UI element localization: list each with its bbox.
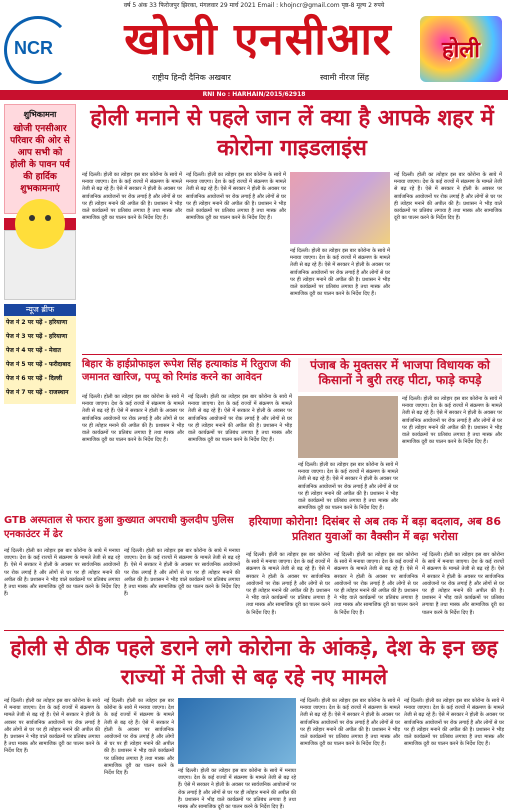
greeting-box: शुभिकामना खोजी एनसीआर परिवार की ओर से आप सभी को होली के पावन पर्व की हार्दिक शुभकामनाएं <box>4 104 76 214</box>
lead-body-col: नई दिल्ली। होली का त्योहार इस बार कोरोना के साये में मनाया जाएगा। देश के कई राज्यों में संक्रमण के मामले तेजी से बढ़ रहे हैं। ऐसे में सरकार ने होली के अवसर पर सार्वजनिक आयोजनों पर रोक लगाई है और लोगों से घर पर ही त्योहार मनाने की अपील की है। प्रशासन ने भीड़ वाले कार्यक्रमों पर प्रतिबंध लगाया है तथा मास्क और सामाजिक दूरी का पालन करने के निर्देश दिए हैं। <box>394 172 502 222</box>
haryana-headline[interactable]: हरियाणा कोरोना! दिसंबर से अब तक में बड़ा बदलाव, अब 86 प्रतिशत युवाओं का वैक्सीन में बढ़ा भरोसा <box>248 515 502 543</box>
bihar-body-col: नई दिल्ली। होली का त्योहार इस बार कोरोना के साये में मनाया जाएगा। देश के कई राज्यों में संक्रमण के मामले तेजी से बढ़ रहे हैं। ऐसे में सरकार ने होली के अवसर पर सार्वजनिक आयोजनों पर रोक लगाई है और लोगों से घर पर ही त्योहार मनाने की अपील की है। प्रशासन ने भीड़ वाले कार्यक्रमों पर प्रतिबंध लगाया है तथा मास्क और सामाजिक दूरी का पालन करने के निर्देश दिए हैं। <box>188 394 292 444</box>
newspaper-title: खोजी एनसीआर <box>124 14 392 65</box>
brief-item[interactable]: पेज नं 2 पर पढ़ें - हरियाणा <box>6 319 68 326</box>
holi-photo <box>290 172 390 244</box>
bottom-body-col: नई दिल्ली। होली का त्योहार इस बार कोरोना के साये में मनाया जाएगा। देश के कई राज्यों में संक्रमण के मामले तेजी से बढ़ रहे हैं। ऐसे में सरकार ने होली के अवसर पर सार्वजनिक आयोजनों पर रोक लगाई है और लोगों से घर पर ही त्योहार मनाने की अपील की है। प्रशासन ने भीड़ वाले कार्यक्रमों पर प्रतिबंध लगाया है तथा मास्क और सामाजिक दूरी का पालन करने के निर्देश दिए हैं। <box>104 698 174 777</box>
lead-body-col: नई दिल्ली। होली का त्योहार इस बार कोरोना के साये में मनाया जाएगा। देश के कई राज्यों में संक्रमण के मामले तेजी से बढ़ रहे हैं। ऐसे में सरकार ने होली के अवसर पर सार्वजनिक आयोजनों पर रोक लगाई है और लोगों से घर पर ही त्योहार मनाने की अपील की है। प्रशासन ने भीड़ वाले कार्यक्रमों पर प्रतिबंध लगाया है तथा मास्क और सामाजिक दूरी का पालन करने के निर्देश दिए हैं। <box>186 172 286 222</box>
smiley-icon <box>15 199 65 249</box>
bottom-headline[interactable]: होली से ठीक पहले डराने लगे कोरोना के आंकड़े, देश के इन छह राज्यों में तेजी से बढ़ रहे नए मामले <box>10 636 498 689</box>
tagline-left: राष्ट्रीय हिन्दी दैनिक अखबार <box>152 73 231 82</box>
lead-headline[interactable]: होली मनाने से पहले जान लें क्या है आपके शहर में कोरोना गाइडलाइंस <box>90 106 494 161</box>
brief-item[interactable]: पेज नं 4 पर पढ़ें - मेवात <box>6 347 61 354</box>
punjab-photo <box>298 396 398 458</box>
haryana-body-col: नई दिल्ली। होली का त्योहार इस बार कोरोना के साये में मनाया जाएगा। देश के कई राज्यों में संक्रमण के मामले तेजी से बढ़ रहे हैं। ऐसे में सरकार ने होली के अवसर पर सार्वजनिक आयोजनों पर रोक लगाई है और लोगों से घर पर ही त्योहार मनाने की अपील की है। प्रशासन ने भीड़ वाले कार्यक्रमों पर प्रतिबंध लगाया है तथा मास्क और सामाजिक दूरी का पालन करने के निर्देश दिए हैं। <box>422 552 504 616</box>
gtb-headline[interactable]: GTB अस्पताल से फरार हुआ कुख्यात अपराधी कुलदीप पुलिस एनकाउंटर में ढेर <box>4 515 234 540</box>
bottom-body-col: नई दिल्ली। होली का त्योहार इस बार कोरोना के साये में मनाया जाएगा। देश के कई राज्यों में संक्रमण के मामले तेजी से बढ़ रहे हैं। ऐसे में सरकार ने होली के अवसर पर सार्वजनिक आयोजनों पर रोक लगाई है और लोगों से घर पर ही त्योहार मनाने की अपील की है। प्रशासन ने भीड़ वाले कार्यक्रमों पर प्रतिबंध लगाया है तथा मास्क और सामाजिक दूरी का पालन करने के निर्देश दिए हैं। <box>300 698 400 748</box>
brief-item[interactable]: पेज नं 5 पर पढ़ें - फरीदाबाद <box>6 361 71 368</box>
masthead <box>0 12 508 90</box>
gtb-body-col: नई दिल्ली। होली का त्योहार इस बार कोरोना के साये में मनाया जाएगा। देश के कई राज्यों में संक्रमण के मामले तेजी से बढ़ रहे हैं। ऐसे में सरकार ने होली के अवसर पर सार्वजनिक आयोजनों पर रोक लगाई है और लोगों से घर पर ही त्योहार मनाने की अपील की है। प्रशासन ने भीड़ वाले कार्यक्रमों पर प्रतिबंध लगाया है तथा मास्क और सामाजिक दूरी का पालन करने के निर्देश दिए हैं। <box>124 548 240 598</box>
punjab-body-col: नई दिल्ली। होली का त्योहार इस बार कोरोना के साये में मनाया जाएगा। देश के कई राज्यों में संक्रमण के मामले तेजी से बढ़ रहे हैं। ऐसे में सरकार ने होली के अवसर पर सार्वजनिक आयोजनों पर रोक लगाई है और लोगों से घर पर ही त्योहार मनाने की अपील की है। प्रशासन ने भीड़ वाले कार्यक्रमों पर प्रतिबंध लगाया है तथा मास्क और सामाजिक दूरी का पालन करने के निर्देश दिए हैं। <box>298 462 398 512</box>
haryana-body-col: नई दिल्ली। होली का त्योहार इस बार कोरोना के साये में मनाया जाएगा। देश के कई राज्यों में संक्रमण के मामले तेजी से बढ़ रहे हैं। ऐसे में सरकार ने होली के अवसर पर सार्वजनिक आयोजनों पर रोक लगाई है और लोगों से घर पर ही त्योहार मनाने की अपील की है। प्रशासन ने भीड़ वाले कार्यक्रमों पर प्रतिबंध लगाया है तथा मास्क और सामाजिक दूरी का पालन करने के निर्देश दिए हैं। <box>334 552 418 616</box>
brief-item[interactable]: पेज नं 3 पर पढ़ें - हरियाणा <box>6 333 68 340</box>
bottom-body-col: नई दिल्ली। होली का त्योहार इस बार कोरोना के साये में मनाया जाएगा। देश के कई राज्यों में संक्रमण के मामले तेजी से बढ़ रहे हैं। ऐसे में सरकार ने होली के अवसर पर सार्वजनिक आयोजनों पर रोक लगाई है और लोगों से घर पर ही त्योहार मनाने की अपील की है। प्रशासन ने भीड़ वाले कार्यक्रमों पर प्रतिबंध लगाया है तथा मास्क और सामाजिक दूरी का पालन करने के निर्देश दिए हैं। <box>4 698 100 755</box>
brief-item[interactable]: पेज नं 6 पर पढ़ें - दिल्ली <box>6 375 63 382</box>
punjab-body-col: नई दिल्ली। होली का त्योहार इस बार कोरोना के साये में मनाया जाएगा। देश के कई राज्यों में संक्रमण के मामले तेजी से बढ़ रहे हैं। ऐसे में सरकार ने होली के अवसर पर सार्वजनिक आयोजनों पर रोक लगाई है और लोगों से घर पर ही त्योहार मनाने की अपील की है। प्रशासन ने भीड़ वाले कार्यक्रमों पर प्रतिबंध लगाया है तथा मास्क और सामाजिक दूरी का पालन करने के निर्देश दिए हैं। <box>402 396 502 446</box>
tagline-right: स्वामी नीरज सिंह <box>320 73 370 82</box>
bihar-body-col: नई दिल्ली। होली का त्योहार इस बार कोरोना के साये में मनाया जाएगा। देश के कई राज्यों में संक्रमण के मामले तेजी से बढ़ रहे हैं। ऐसे में सरकार ने होली के अवसर पर सार्वजनिक आयोजनों पर रोक लगाई है और लोगों से घर पर ही त्योहार मनाने की अपील की है। प्रशासन ने भीड़ वाले कार्यक्रमों पर प्रतिबंध लगाया है तथा मास्क और सामाजिक दूरी का पालन करने के निर्देश दिए हैं। <box>82 394 184 444</box>
punjab-headline[interactable]: पंजाब के मुक्तसर में भाजपा विधायक को किसानों ने बुरी तरह पीटा, फाड़े कपड़े <box>298 358 502 392</box>
bottom-body-col: नई दिल्ली। होली का त्योहार इस बार कोरोना के साये में मनाया जाएगा। देश के कई राज्यों में संक्रमण के मामले तेजी से बढ़ रहे हैं। ऐसे में सरकार ने होली के अवसर पर सार्वजनिक आयोजनों पर रोक लगाई है और लोगों से घर पर ही त्योहार मनाने की अपील की है। प्रशासन ने भीड़ वाले कार्यक्रमों पर प्रतिबंध लगाया है तथा मास्क और सामाजिक दूरी का पालन करने के निर्देश दिए हैं। <box>404 698 504 748</box>
covid-photo <box>178 698 296 764</box>
bottom-body-col: नई दिल्ली। होली का त्योहार इस बार कोरोना के साये में मनाया जाएगा। देश के कई राज्यों में संक्रमण के मामले तेजी से बढ़ रहे हैं। ऐसे में सरकार ने होली के अवसर पर सार्वजनिक आयोजनों पर रोक लगाई है और लोगों से घर पर ही त्योहार मनाने की अपील की है। प्रशासन ने भीड़ वाले कार्यक्रमों पर प्रतिबंध लगाया है तथा मास्क और सामाजिक दूरी का पालन करने के निर्देश दिए हैं। <box>178 768 296 811</box>
lead-body-col: नई दिल्ली। होली का त्योहार इस बार कोरोना के साये में मनाया जाएगा। देश के कई राज्यों में संक्रमण के मामले तेजी से बढ़ रहे हैं। ऐसे में सरकार ने होली के अवसर पर सार्वजनिक आयोजनों पर रोक लगाई है और लोगों से घर पर ही त्योहार मनाने की अपील की है। प्रशासन ने भीड़ वाले कार्यक्रमों पर प्रतिबंध लगाया है तथा मास्क और सामाजिक दूरी का पालन करने के निर्देश दिए हैं। <box>290 248 390 298</box>
ncr-logo: NCR <box>4 16 74 86</box>
lead-body-col: नई दिल्ली। होली का त्योहार इस बार कोरोना के साये में मनाया जाएगा। देश के कई राज्यों में संक्रमण के मामले तेजी से बढ़ रहे हैं। ऐसे में सरकार ने होली के अवसर पर सार्वजनिक आयोजनों पर रोक लगाई है और लोगों से घर पर ही त्योहार मनाने की अपील की है। प्रशासन ने भीड़ वाले कार्यक्रमों पर प्रतिबंध लगाया है तथा मास्क और सामाजिक दूरी का पालन करने के निर्देश दिए हैं। <box>82 172 182 222</box>
news-brief-list <box>4 316 76 404</box>
haryana-body-col: नई दिल्ली। होली का त्योहार इस बार कोरोना के साये में मनाया जाएगा। देश के कई राज्यों में संक्रमण के मामले तेजी से बढ़ रहे हैं। ऐसे में सरकार ने होली के अवसर पर सार्वजनिक आयोजनों पर रोक लगाई है और लोगों से घर पर ही त्योहार मनाने की अपील की है। प्रशासन ने भीड़ वाले कार्यक्रमों पर प्रतिबंध लगाया है तथा मास्क और सामाजिक दूरी का पालन करने के निर्देश दिए हैं। <box>246 552 330 616</box>
gtb-body-col: नई दिल्ली। होली का त्योहार इस बार कोरोना के साये में मनाया जाएगा। देश के कई राज्यों में संक्रमण के मामले तेजी से बढ़ रहे हैं। ऐसे में सरकार ने होली के अवसर पर सार्वजनिक आयोजनों पर रोक लगाई है और लोगों से घर पर ही त्योहार मनाने की अपील की है। प्रशासन ने भीड़ वाले कार्यक्रमों पर प्रतिबंध लगाया है तथा मास्क और सामाजिक दूरी का पालन करने के निर्देश दिए हैं। <box>4 548 120 598</box>
holi-badge-image: होली <box>420 16 502 82</box>
bihar-headline[interactable]: बिहार के हाईप्रोफाइल रूपेश सिंह हत्याकांड में रितुराज की जमानत खारिज, पप्पू को रिमांड करने का आवेदन <box>82 359 291 383</box>
news-brief-heading: न्यूज ब्रीफ <box>4 304 76 316</box>
sidebar <box>4 104 76 534</box>
brief-item[interactable]: पेज नं 7 पर पढ़ें - राजस्थान <box>6 389 69 396</box>
top-info-bar: वर्ष 5 अंक 33 फिरोजपुर झिरका, मंगलवार 29 मार्च 2021 Email : khojncr@gmail.com पृष्ठ-8 मूल्य 2 रुपये <box>123 2 385 9</box>
rni-bar: RNI No : HARHAIN/2015/62918 <box>0 90 508 100</box>
